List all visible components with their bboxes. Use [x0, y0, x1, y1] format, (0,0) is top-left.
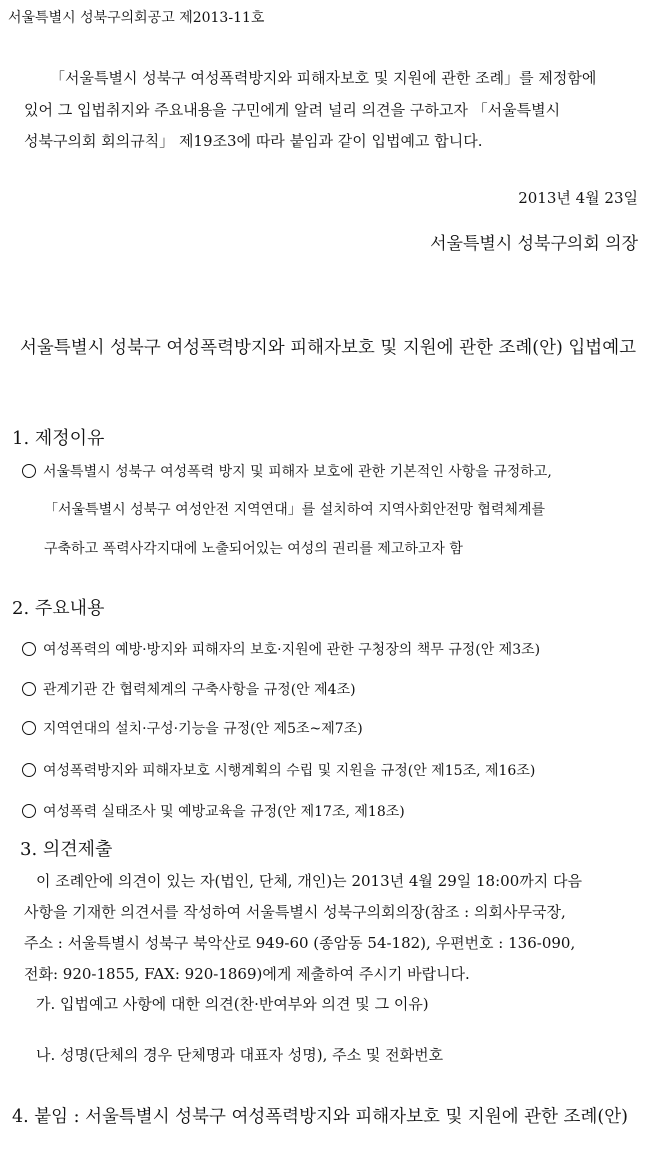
sub-item-a: 가. 입법예고 사항에 대한 의견(찬·반여부와 의견 및 그 이유): [36, 995, 429, 1013]
section-heading: 2. 주요내용: [12, 598, 105, 619]
opinion-line: 사항을 기재한 의견서를 작성하여 서울특별시 성북구의회의장(참조 : 의회사무국장,: [24, 903, 566, 921]
opinion-line: 주소 : 서울특별시 성북구 북악산로 949-60 (종암동 54-182), 우편번호 : 136-090,: [24, 934, 576, 952]
circle-bullet-icon: [22, 642, 36, 656]
circle-bullet-icon: [22, 763, 36, 777]
circle-bullet-icon: [22, 682, 36, 696]
document-title: 서울특별시 성북구 여성폭력방지와 피해자보호 및 지원에 관한 조례(안) 입법예고: [20, 338, 637, 358]
signer: 서울특별시 성북구의회 의장: [430, 234, 638, 254]
circle-bullet-icon: [22, 464, 36, 478]
sub-item-b: 나. 성명(단체의 경우 단체명과 대표자 성명), 주소 및 전화번호: [36, 1046, 444, 1064]
list-item: 여성폭력 실태조사 및 예방교육을 규정(안 제17조, 제18조): [22, 802, 405, 822]
reason-line: 구축하고 폭력사각지대에 노출되어있는 여성의 권리를 제고하고자 함: [44, 541, 463, 557]
notice-date: 2013년 4월 23일: [518, 189, 638, 207]
section-heading: 3. 의견제출: [20, 839, 113, 860]
notice-number: 서울특별시 성북구의회공고 제2013-11호: [8, 10, 265, 26]
opinion-line: 이 조례안에 의견이 있는 자(법인, 단체, 개인)는 2013년 4월 29일 18:00까지 다음: [36, 872, 582, 890]
circle-bullet-icon: [22, 721, 36, 735]
list-item: 여성폭력방지와 피해자보호 시행계획의 수립 및 지원을 규정(안 제15조, 제16조): [22, 761, 535, 781]
intro-line: 「서울특별시 성북구 여성폭력방지와 피해자보호 및 지원에 관한 조례」를 제정함에: [50, 69, 597, 87]
intro-line: 있어 그 입법취지와 주요내용을 구민에게 알려 널리 의견을 구하고자 「서울특별시: [24, 101, 561, 119]
attachment-line: 4. 붙임 : 서울특별시 성북구 여성폭력방지와 피해자보호 및 지원에 관한 조례(안): [12, 1107, 628, 1127]
intro-line: 성북구의회 회의규칙」 제19조3에 따라 붙임과 같이 입법예고 합니다.: [24, 132, 483, 150]
list-item: 관계기관 간 협력체계의 구축사항을 규정(안 제4조): [22, 680, 356, 700]
reason-line: 「서울특별시 성북구 여성안전 지역연대」를 설치하여 지역사회안전망 협력체계를: [44, 502, 545, 518]
list-item: 지역연대의 설치·구성·기능을 규정(안 제5조~제7조): [22, 719, 363, 739]
circle-bullet-icon: [22, 804, 36, 818]
section-heading: 1. 제정이유: [12, 428, 105, 449]
opinion-line: 전화: 920-1855, FAX: 920-1869)에게 제출하여 주시기 바랍니다.: [24, 965, 470, 983]
reason-line: 서울특별시 성북구 여성폭력 방지 및 피해자 보호에 관한 기본적인 사항을 규정하고,: [22, 462, 552, 482]
list-item: 여성폭력의 예방·방지와 피해자의 보호·지원에 관한 구청장의 책무 규정(안 제3조): [22, 640, 540, 660]
